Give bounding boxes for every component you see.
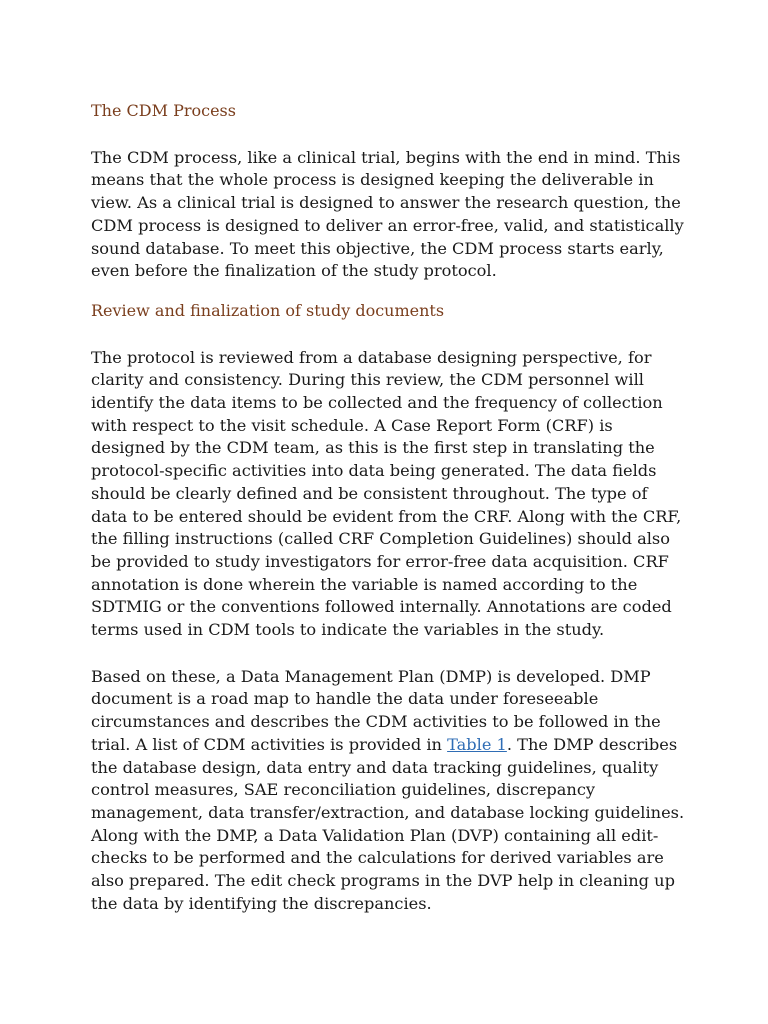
paragraph-dmp-text-before-link: Based on these, a Data Management Plan (DMP) is developed. DMP document is a road map to handle the data under foreseeable circumstances and describes the CDM activities to be followed in the trial. A list of CDM activities is provided in [91, 666, 661, 754]
section-heading-cdm-process: The CDM Process [91, 101, 236, 120]
table-1-link[interactable]: Table 1 [447, 734, 507, 754]
section-heading-review-finalization: Review and finalization of study documents [91, 300, 445, 320]
paragraph-cdm-process: The CDM process, like a clinical trial, begins with the end in mind. This means that the whole process is designed keeping the deliverable in view. As a clinical trial is designed to answer the research question, the CDM process is designed to deliver an error-free, valid, and statistically sound database. To meet this objective, the CDM process starts early, even before the finalization of the study protocol. [91, 147, 684, 281]
paragraph-dmp-text-after-link: . The DMP describes the database design, data entry and data tracking guidelines, quality control measures, SAE reconciliation guidelines, discrepancy management, data transfer/extraction, and database locking guidelines. Along with the DMP, a Data Validation Plan (DVP) containing all edit-checks to be performed and the calculations for derived variables are also prepared. The edit check programs in the DVP help in cleaning up the data by identifying the discrepancies. [91, 734, 685, 913]
paragraph-data-management-plan [91, 666, 688, 916]
paragraph-protocol-review: The protocol is reviewed from a database designing perspective, for clarity and consistency. During this review, the CDM personnel will identify the data items to be collected and the frequency of collection with respect to the visit schedule. A Case Report Form (CRF) is designed by the CDM team, as this is the first step in translating the protocol-specific activities into data being generated. The data fields should be clearly defined and be consistent throughout. The type of data to be entered should be evident from the CRF. Along with the CRF, the filling instructions (called CRF Completion Guidelines) should also be provided to study investigators for error-free data acquisition. CRF annotation is done wherein the variable is named according to the SDTMIG or the conventions followed internally. Annotations are coded terms used in CDM tools to indicate the variables in the study. [91, 347, 682, 640]
